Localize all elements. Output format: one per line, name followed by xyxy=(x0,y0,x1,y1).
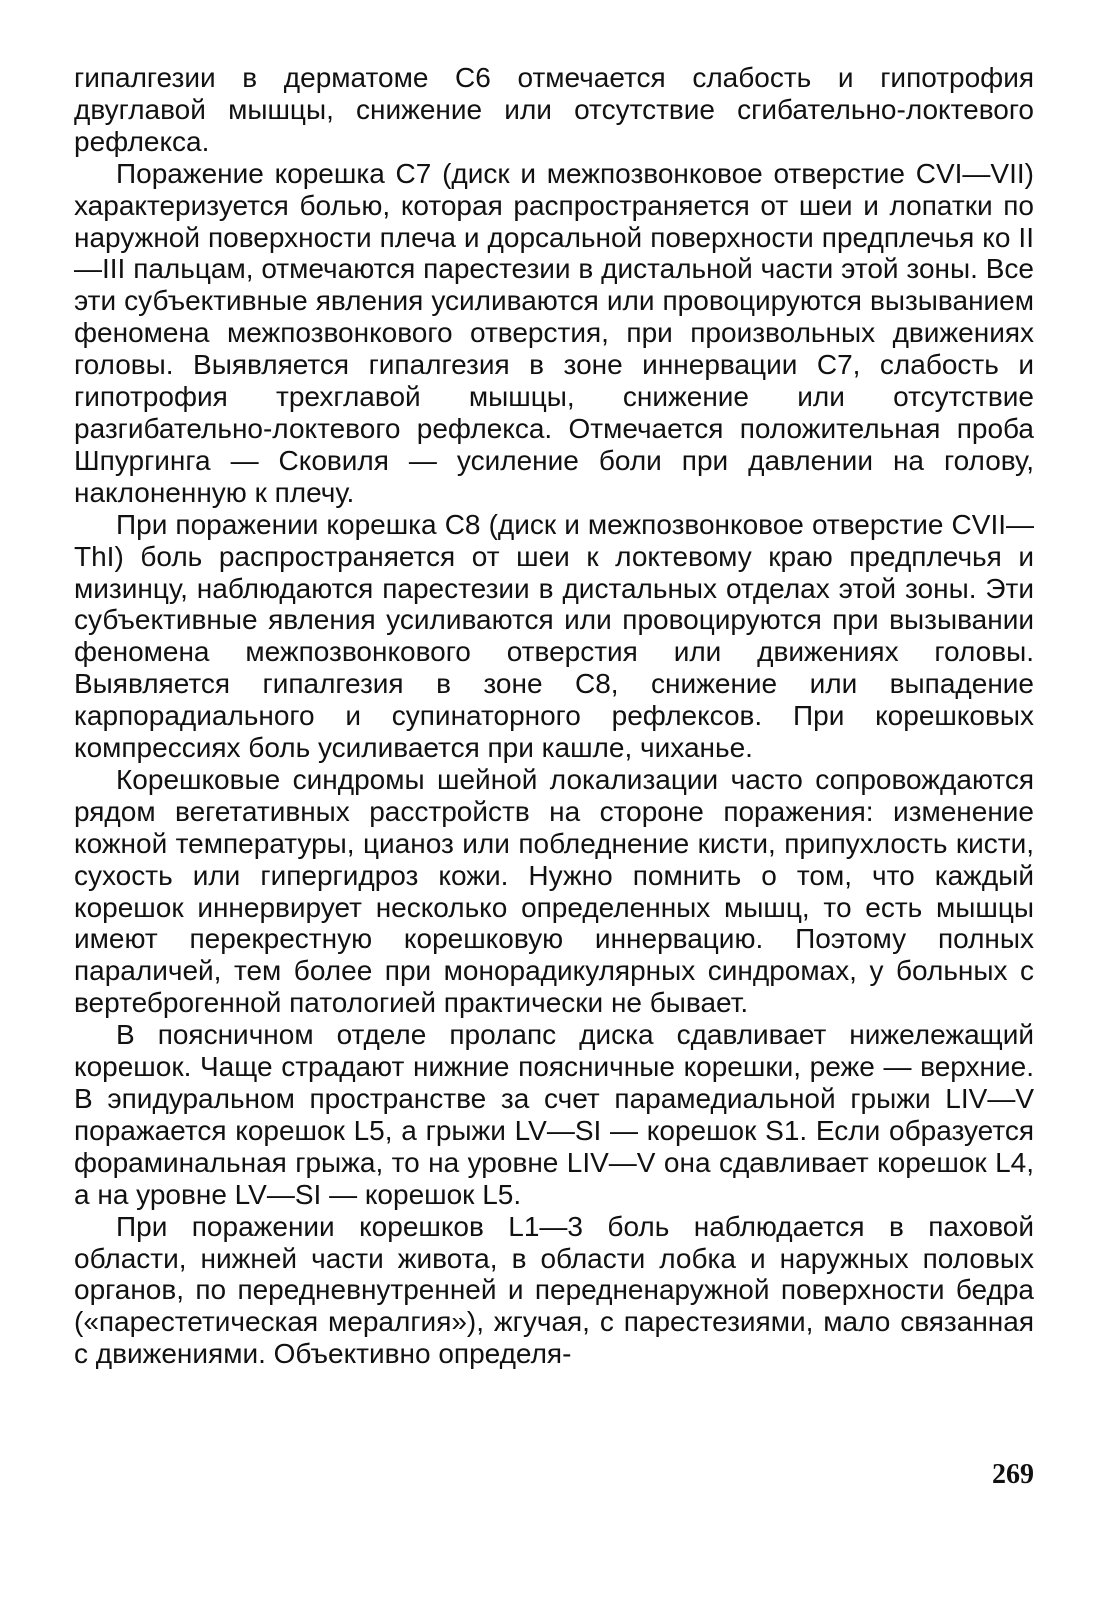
paragraph-2: Поражение корешка C7 (диск и межпозвонковое отверстие CVI—VII) характеризуется болью, которая распространяется от шеи и лопатки по наружной поверхности плеча и дорсальной поверхности предплечья ко II—III пальцам, отмечаются парестезии в дистальной части этой зоны. Все эти субъективные явления усиливаются или провоцируются вызыванием феномена межпозвонкового отверстия, при произвольных движениях головы. Выявляется гипалгезия в зоне иннервации C7, слабость и гипотрофия трехглавой мышцы, снижение или отсутствие разгибательно-локтевого рефлекса. Отмечается положительная проба Шпургинга — Сковиля — усиление боли при давлении на голову, наклоненную к плечу. xyxy=(74,157,1034,508)
paragraph-3: При поражении корешка C8 (диск и межпозвонковое отверстие CVII—ThI) боль распространяется от шеи к локтевому краю предплечья и мизинцу, наблюдаются парестезии в дистальных отделах этой зоны. Эти субъективные явления усиливаются или провоцируются при вызывании феномена межпозвонкового отверстия или движениях головы. Выявляется гипалгезия в зоне C8, снижение или выпадение карпорадиального и супинаторного рефлексов. При корешковых компрессиях боль усиливается при кашле, чиханье. xyxy=(74,508,1034,764)
paragraph-1: гипалгезии в дерматоме C6 отмечается слабость и гипотрофия двуглавой мышцы, снижение или отсутствие сгибательно-локтевого рефлекса. xyxy=(74,62,1034,157)
page-text xyxy=(74,62,1034,1602)
paragraph-5: В поясничном отделе пролапс диска сдавливает нижележащий корешок. Чаще страдают нижние поясничные корешки, реже — верхние. В эпидуральном пространстве за счет парамедиальной грыжи LIV—V поражается корешок L5, а грыжи LV—SI — корешок S1. Если образуется фораминальная грыжа, то на уровне LIV—V она сдавливает корешок L4, а на уровне LV—SI — корешок L5. xyxy=(74,1019,1034,1210)
paragraph-4: Корешковые синдромы шейной локализации часто сопровождаются рядом вегетативных расстройств на стороне поражения: изменение кожной температуры, цианоз или побледнение кисти, припухлость кисти, сухость или гипергидроз кожи. Нужно помнить о том, что каждый корешок иннервирует несколько определенных мышц, то есть мышцы имеют перекрестную корешковую иннервацию. Поэтому полных параличей, тем более при монорадикулярных синдромах, у больных с вертеброгенной патологией практически не бывает. xyxy=(74,763,1034,1019)
paragraph-6: При поражении корешков L1—3 боль наблюдается в паховой области, нижней части живота, в области лобка и наружных половых органов, по передневнутренней и передненаружной поверхности бедра («парестетическая мералгия»), жгучая, с парестезиями, мало связанная с движениями. Объективно определя- xyxy=(74,1210,1034,1370)
page-number: 269 xyxy=(992,1459,1034,1490)
